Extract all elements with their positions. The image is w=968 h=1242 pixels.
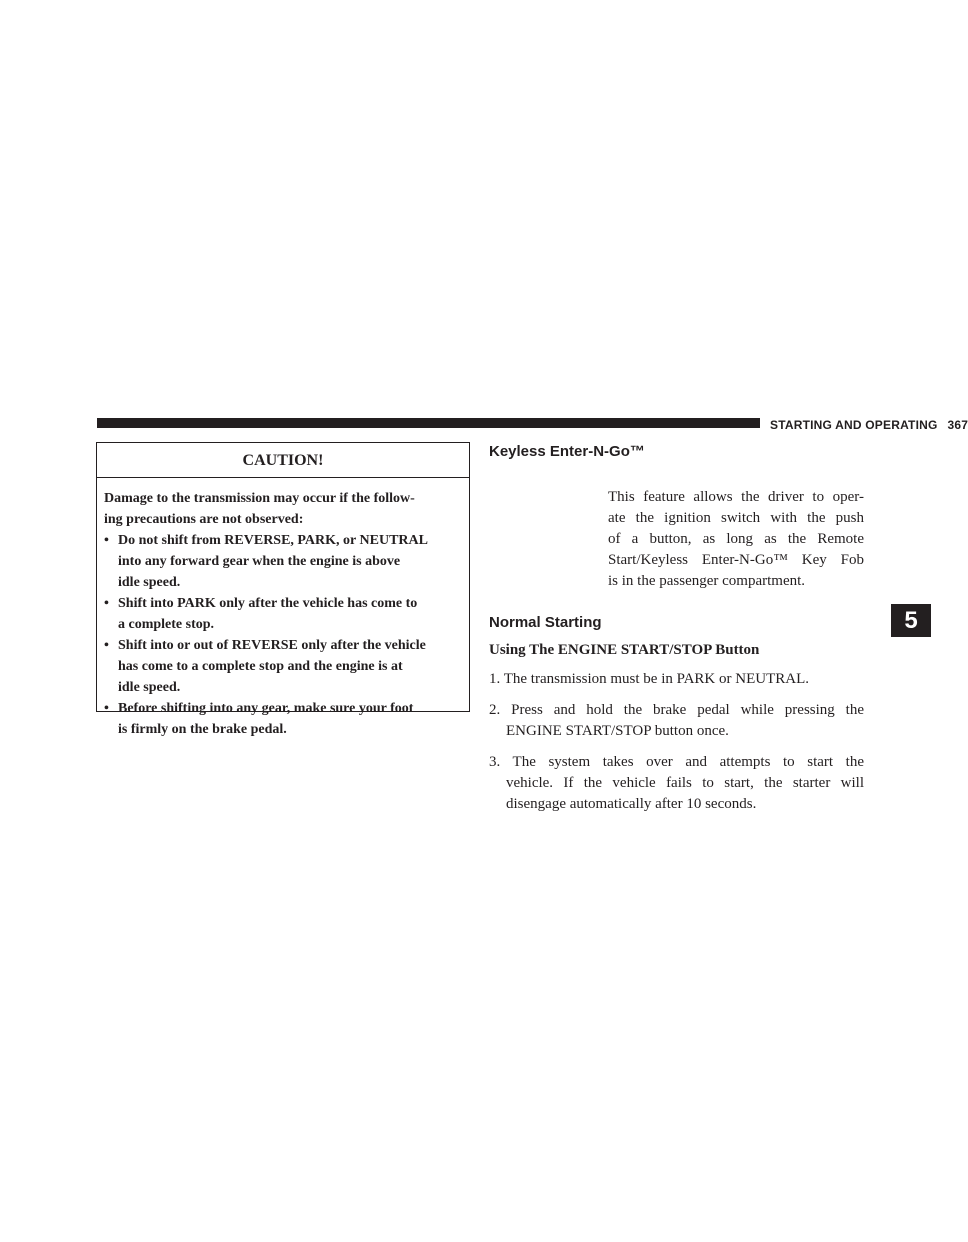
step-item bbox=[489, 700, 864, 742]
keyless-line: is in the passenger compartment. bbox=[608, 573, 806, 589]
caution-item-line: idle speed. bbox=[118, 680, 181, 695]
caution-intro bbox=[104, 488, 461, 530]
caution-body bbox=[97, 478, 469, 740]
step-line: 1. The transmission must be in PARK or NEUTRAL. bbox=[489, 671, 810, 687]
step-line: vehicle. If the vehicle fails to start, the starter will bbox=[506, 775, 864, 791]
caution-item bbox=[104, 698, 461, 740]
step-item bbox=[489, 669, 864, 690]
starting-steps bbox=[489, 669, 864, 825]
keyless-line: ate the ignition switch with the push bbox=[608, 510, 864, 526]
caution-list bbox=[104, 530, 461, 740]
caution-item-line: Shift into or out of REVERSE only after the vehicle bbox=[118, 638, 426, 653]
step-line: ENGINE START/STOP button once. bbox=[506, 723, 729, 739]
header-section: STARTING AND OPERATING bbox=[770, 418, 938, 432]
caution-intro-line: Damage to the transmission may occur if the follow- bbox=[104, 491, 415, 506]
header-rule bbox=[97, 418, 760, 428]
normal-starting-heading: Normal Starting bbox=[489, 614, 602, 631]
chapter-tab: 5 bbox=[891, 604, 931, 637]
start-stop-subheading: Using The ENGINE START/STOP Button bbox=[489, 642, 760, 658]
caution-item-line: Before shifting into any gear, make sure your foot bbox=[118, 701, 414, 716]
keyless-line: Start/Keyless Enter-N-Go™ Key Fob bbox=[608, 552, 864, 568]
caution-item-line: a complete stop. bbox=[118, 617, 215, 632]
page-number: 367 bbox=[947, 418, 968, 432]
caution-item bbox=[104, 635, 461, 698]
caution-box bbox=[96, 442, 470, 737]
caution-item-line: has come to a complete stop and the engine is at bbox=[118, 659, 403, 674]
keyless-line: This feature allows the driver to oper- bbox=[608, 489, 864, 505]
step-item bbox=[489, 752, 864, 815]
caution-item bbox=[104, 593, 461, 635]
caution-item-line: idle speed. bbox=[118, 575, 181, 590]
caution-intro-line: ing precautions are not observed: bbox=[104, 512, 304, 527]
caution-item-line: Shift into PARK only after the vehicle has come to bbox=[118, 596, 418, 611]
step-line: 2. Press and hold the brake pedal while pressing the bbox=[489, 702, 864, 718]
caution-item bbox=[104, 530, 461, 593]
keyless-heading: Keyless Enter-N-Go™ bbox=[489, 443, 645, 460]
caution-item-line: is firmly on the brake pedal. bbox=[118, 722, 287, 737]
caution-item-line: Do not shift from REVERSE, PARK, or NEUTRAL bbox=[118, 533, 428, 548]
keyless-paragraph bbox=[608, 487, 864, 592]
keyless-line: of a button, as long as the Remote bbox=[608, 531, 864, 547]
caution-item-line: into any forward gear when the engine is above bbox=[118, 554, 401, 569]
step-line: 3. The system takes over and attempts to start the bbox=[489, 754, 864, 770]
running-header bbox=[770, 418, 968, 432]
step-line: disengage automatically after 10 seconds. bbox=[506, 796, 757, 812]
caution-title: CAUTION! bbox=[97, 443, 469, 478]
